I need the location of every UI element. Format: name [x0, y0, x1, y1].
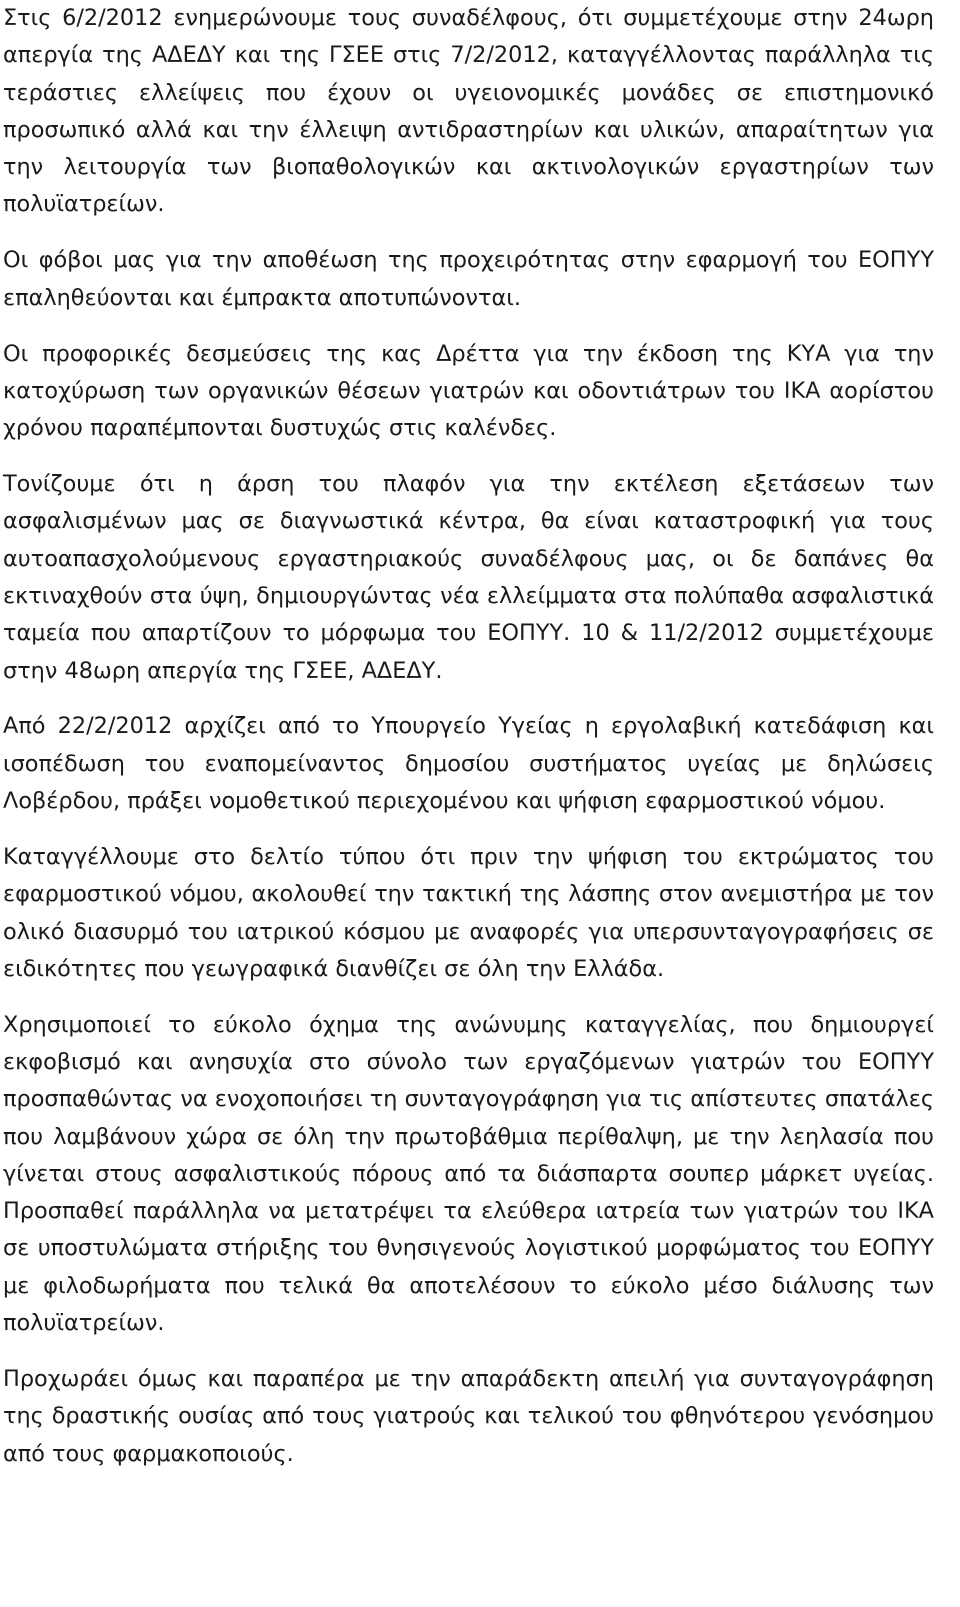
paragraph: Τονίζουμε ότι η άρση του πλαφόν για την εκτέλεση εξετάσεων των ασφαλισμένων μας σε διαγνωστικά κέντρα, θα είναι καταστροφική για τους αυτοαπασχολούμενους εργαστηριακούς συναδέλφους μας, οι δε δαπάνες θα εκτιναχθούν στα ύψη, δημιουργώντας νέα ελλείμματα στα πολύπαθα ασφαλιστικά ταμεία που απαρτίζουν το μόρφωμα του ΕΟΠΥΥ. 10 & 11/2/2012 συμμετέχουμε στην 48ωρη απεργία της ΓΣΕΕ, ΑΔΕΔΥ.	[3, 471, 934, 684]
paragraph: Προχωράει όμως και παραπέρα με την απαράδεκτη απειλή για συνταγογράφηση της δραστικής ουσίας από τους γιατρούς και τελικού του φθηνότερου γενόσημου από τους φαρμακοποιούς.	[3, 1365, 934, 1467]
paragraph: Χρησιμοποιεί το εύκολο όχημα της ανώνυμης καταγγελίας, που δημιουργεί εκφοβισμό και ανησυχία στο σύνολο των εργαζόμενων γιατρών του ΕΟΠΥΥ προσπαθώντας να ενοχοποιήσει τη συνταγογράφηση για τις απίστευτες σπατάλες που λαμβάνουν χώρα σε όλη την πρωτοβάθμια περίθαλψη, με την λεηλασία που γίνεται στους ασφαλιστικούς πόρους από τα διάσπαρτα σουπερ μάρκετ υγείας. Προσπαθεί παράλληλα να μετατρέψει τα ελεύθερα ιατρεία των γιατρών του ΙΚΑ σε υποστυλώματα στήριξης του θνησιγενούς λογιστικού μορφώματος του ΕΟΠΥΥ με φιλοδωρήματα που τελικά θα αποτελέσουν το εύκολο μέσο διάλυσης των πολυϊατρείων.	[3, 1011, 934, 1337]
paragraph: Στις 6/2/2012 ενημερώνουμε τους συναδέλφους, ότι συμμετέχουμε στην 24ωρη απεργία της ΑΔΕΔΥ και της ΓΣΕΕ στις 7/2/2012, καταγγέλλοντας παράλληλα τις τεράστιες ελλείψεις που έχουν οι υγειονομικές μονάδες σε επιστημονικό προσωπικό αλλά και την έλλειψη αντιδραστηρίων και υλικών, απαραίτητων για την λειτουργία των βιοπαθολογικών και ακτινολογικών εργαστηρίων των πολυϊατρείων.	[3, 5, 934, 218]
paragraph: Οι φόβοι μας για την αποθέωση της προχειρότητας στην εφαρμογή του ΕΟΠΥΥ επαληθεύονται και έμπρακτα αποτυπώνονται.	[3, 247, 934, 311]
document-body	[3, 0, 934, 1473]
paragraph: Καταγγέλλουμε στο δελτίο τύπου ότι πριν την ψήφιση του εκτρώματος του εφαρμοστικού νόμου, ακολουθεί την τακτική της λάσπης στον ανεμιστήρα με τον ολικό διασυρμό του ιατρικού κόσμου με αναφορές για υπερσυνταγογραφήσεις σε ειδικότητες που γεωγραφικά διανθίζει σε όλη την Ελλάδα.	[3, 843, 934, 982]
paragraph: Από 22/2/2012 αρχίζει από το Υπουργείο Υγείας η εργολαβική κατεδάφιση και ισοπέδωση του εναπομείναντος δημοσίου συστήματος υγείας με δηλώσεις Λοβέρδου, πράξει νομοθετικού περιεχομένου και ψήφιση εφαρμοστικού νόμου.	[3, 713, 934, 815]
paragraph: Οι προφορικές δεσμεύσεις της κας Δρέττα για την έκδοση της ΚΥΑ για την κατοχύρωση των οργανικών θέσεων γιατρών και οδοντιάτρων του ΙΚΑ αορίστου χρόνου παραπέμπονται δυστυχώς στις καλένδες.	[3, 340, 934, 442]
